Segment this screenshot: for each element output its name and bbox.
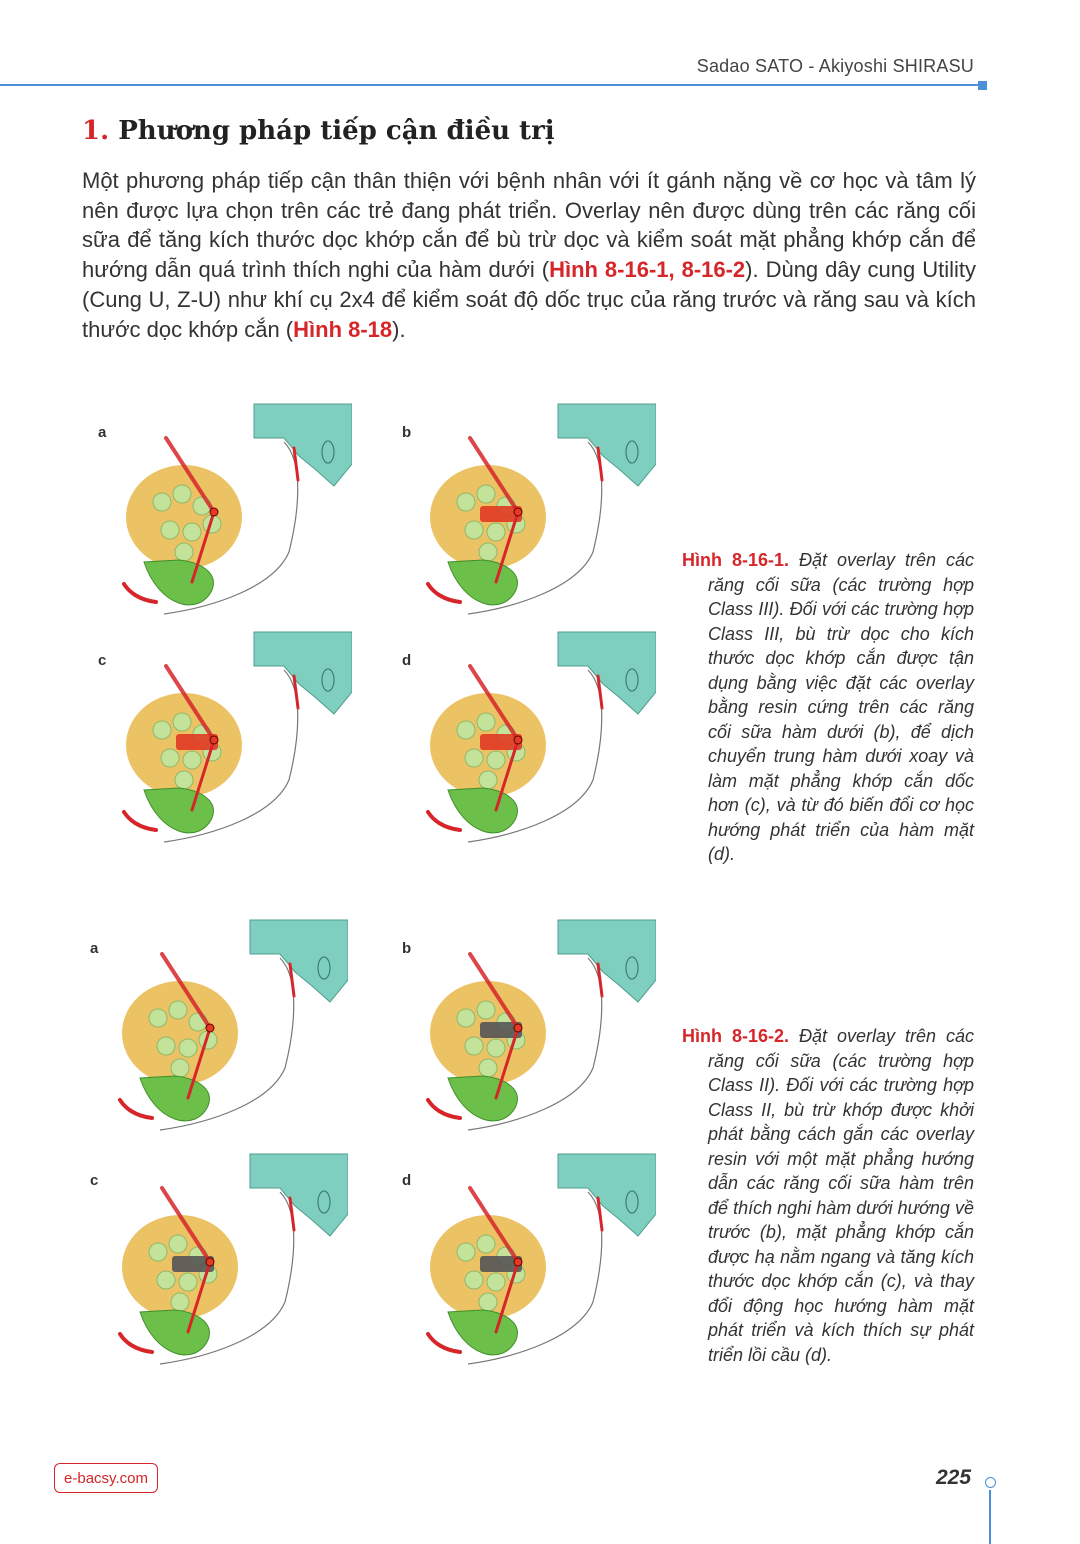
figure-panel-a xyxy=(80,918,348,1138)
panel-label: a xyxy=(98,424,107,441)
section-title-text: Phương pháp tiếp cận điều trị xyxy=(118,116,555,146)
page-marker-line xyxy=(989,1490,991,1544)
figure-panel-d xyxy=(388,630,656,850)
page-marker-circle xyxy=(985,1477,996,1488)
header-rule xyxy=(0,84,982,86)
caption-text: Đặt overlay trên các răng cối sữa (các trường hợp Class III). Đối với các trường hợp Class III, bù trừ dọc cho kích thước dọc khớp cắn được tận dụng bằng việc đặt các overlay bằng resin cứng trên các răng cối sữa hàm dưới (b), để dịch chuyển trung hàm dưới xoay và làm mặt phẳng khớp cắn dốc hơn (c), và từ đó biến đổi cơ học hướng phát triển của hàm mặt (d). xyxy=(708,550,974,864)
page-number: 225 xyxy=(936,1466,972,1489)
panel-label: d xyxy=(402,1172,412,1189)
header-author: Sadao SATO - Akiyoshi SHIRASU xyxy=(696,56,974,76)
header-rule-end-square xyxy=(978,81,987,90)
intro-text-1: Một phương pháp tiếp cận thân thiện với bệnh nhân với ít gánh nặng về cơ học và tâm lý nên được lựa chọn trên các trẻ đang phát triển. Overlay nên được dùng trên các răng cối sữa để tăng kích thước dọc khớp cắn để bù trừ dọc và kiểm soát mặt phẳng khớp cắn để hướng dẫn quá trình thích nghi của hàm dưới ( xyxy=(82,168,976,283)
figure-reference-link: Hình 8-18 xyxy=(293,316,393,342)
intro-paragraph xyxy=(82,166,976,344)
figure-panel-c xyxy=(80,1152,348,1372)
intro-text-3: ). xyxy=(392,316,406,342)
figure-label: Hình 8-16-1. xyxy=(682,550,789,570)
figure-8-16-1-caption xyxy=(682,548,974,867)
figure-panel-b xyxy=(388,402,656,622)
panel-label: d xyxy=(402,652,412,669)
section-title xyxy=(82,116,555,146)
figure-panel-b xyxy=(388,918,656,1138)
panel-label: b xyxy=(402,424,412,441)
figure-8-16-2-caption xyxy=(682,1024,974,1367)
figure-panel-a xyxy=(84,402,352,622)
panel-label: c xyxy=(90,1172,99,1189)
figure-label: Hình 8-16-2. xyxy=(682,1026,789,1046)
site-badge: e-bacsy.com xyxy=(54,1463,158,1493)
caption-text: Đặt overlay trên các răng cối sữa (các trường hợp Class II). Đối với các trường hợp Class II, bù trừ khớp được khởi phát bằng cách gắn các overlay resin với một mặt phẳng hướng dẫn các răng cối sữa hàm trên để thích nghi hàm dưới hướng về trước (b), mặt phẳng khớp cắn được hạ nằm ngang và tăng kích thước dọc khớp cắn (c), và thay đổi động học hướng hàm mặt phát triển và kích thích sự phát triển lồi cầu (d). xyxy=(708,1026,974,1365)
figure-reference-link: Hình 8-16-1, 8-16-2 xyxy=(549,257,746,283)
figure-8-16-2-image xyxy=(80,918,656,1388)
panel-label: b xyxy=(402,940,412,957)
figure-panel-c xyxy=(84,630,352,850)
figure-panel-d xyxy=(388,1152,656,1372)
section-number: 1. xyxy=(82,116,110,146)
panel-label: c xyxy=(98,652,107,669)
intro-text-2: ). Dùng dây cung Utility (Cung U, Z-U) như khí cụ 2x4 để kiểm soát độ dốc trục của răng trước và răng sau và kích thước dọc khớp cắn ( xyxy=(82,257,976,342)
figure-8-16-1-image xyxy=(84,402,660,862)
panel-label: a xyxy=(90,940,99,957)
